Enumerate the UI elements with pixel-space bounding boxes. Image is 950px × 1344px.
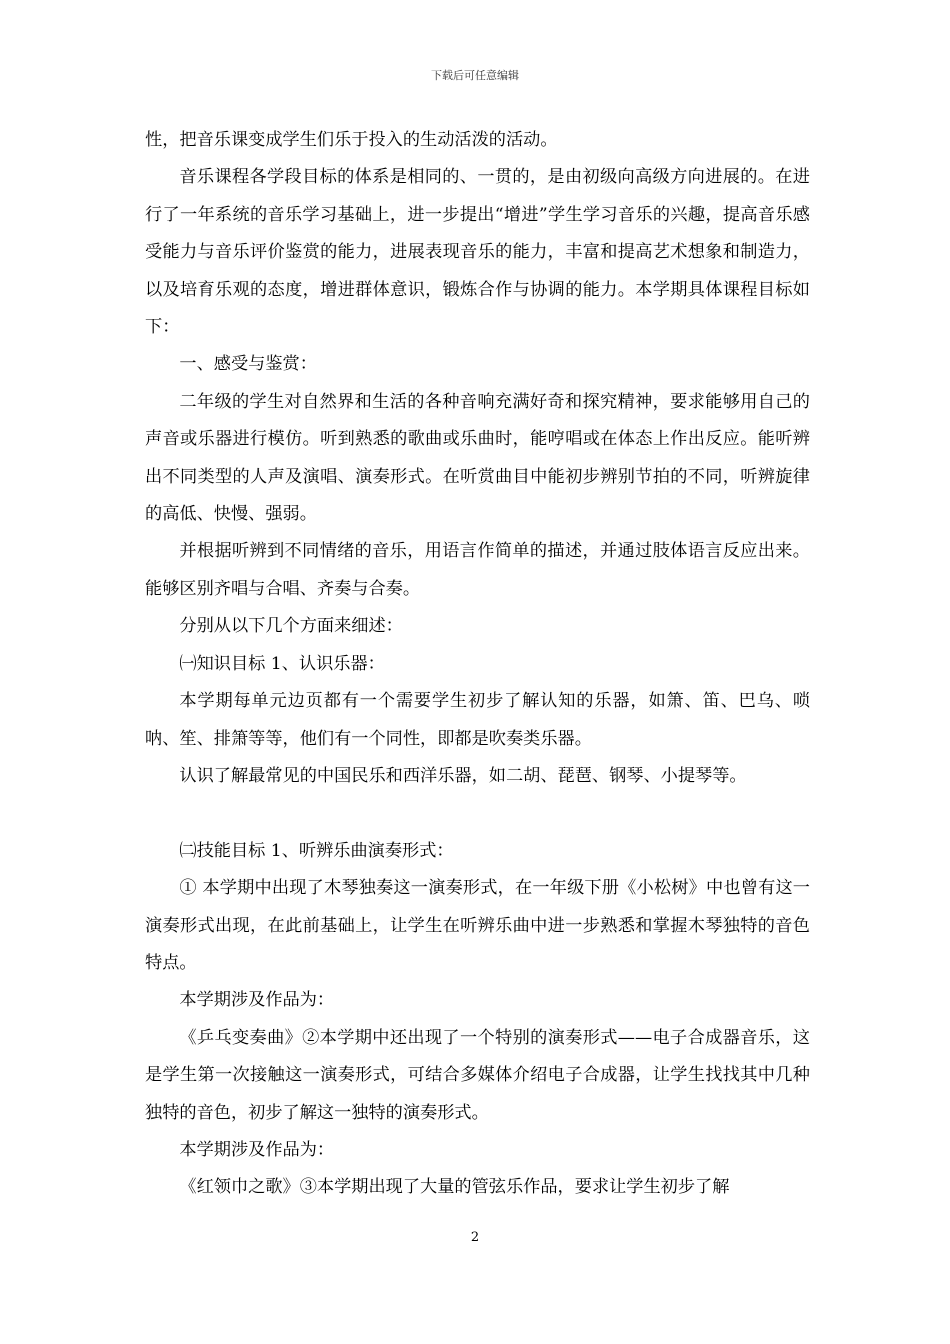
- subheading-skill-goal: ㈡技能目标 1、听辨乐曲演奏形式：: [179, 840, 454, 861]
- page-number: 2: [470, 1230, 480, 1245]
- paragraph-works-label-2: 本学期涉及作品为：: [179, 1139, 335, 1160]
- paragraph-breakdown-intro: 分别从以下几个方面来细述：: [179, 616, 403, 637]
- paragraph-listening-emotions: 并根据听辨到不同情绪的音乐，用语言作简单的描述，并通过肢体语言反应出来。能够区别齐唱与合唱、齐奏与合奏。: [145, 541, 810, 599]
- paragraph-synthesizer-music: 《乒乓变奏曲》②本学期中还出现了一个特别的演奏形式——电子合成器音乐，这是学生第一次接触这一演奏形式，可结合多媒体介绍电子合成器，让学生找找其中几种独特的音色，初步了解这一独特的演奏形式。: [145, 1027, 810, 1123]
- paragraph-works-label-1: 本学期涉及作品为：: [179, 990, 335, 1011]
- page-header: 下载后可任意编辑: [431, 69, 519, 82]
- paragraph-common-instruments: 认识了解最常见的中国民乐和西洋乐器，如二胡、琵琶、钢琴、小提琴等。: [179, 765, 747, 786]
- paragraph-orchestral-works: 《红领巾之歌》③本学期出现了大量的管弦乐作品，要求让学生初步了解: [179, 1177, 730, 1198]
- document-body: [145, 122, 810, 1207]
- paragraph-continuation: 性，把音乐课变成学生们乐于投入的生动活泼的活动。: [145, 130, 558, 150]
- paragraph-grade-two-students: 二年级的学生对自然界和生活的各种音响充满好奇和探究精神，要求能够用自己的声音或乐器进行模仿。听到熟悉的歌曲或乐曲时，能哼唱或在体态上作出反应。能听辨出不同类型的人声及演唱、演奏形式。在听赏曲目中能初步辨别节拍的不同，听辨旋律的高低、快慢、强弱。: [145, 391, 810, 525]
- paragraph-wind-instruments: 本学期每单元边页都有一个需要学生初步了解认知的乐器，如箫、笛、巴乌、唢呐、笙、排箫等等，他们有一个同性，即都是吹奏类乐器。: [145, 691, 810, 749]
- section-heading-appreciation: 一、感受与鉴赏：: [179, 354, 317, 375]
- paragraph-xylophone-solo: ① 本学期中出现了木琴独奏这一演奏形式，在一年级下册《小松树》中也曾有这一演奏形式出现，在此前基础上，让学生在听辨乐曲中进一步熟悉和掌握木琴独特的音色特点。: [145, 878, 810, 973]
- blank-line: [145, 795, 810, 832]
- subheading-knowledge-goal: ㈠知识目标 1、认识乐器：: [179, 653, 385, 674]
- paragraph-course-goals: 音乐课程各学段目标的体系是相同的、一贯的，是由初级向高级方向进展的。在进行了一年系统的音乐学习基础上，进一步提出“增进”学生学习音乐的兴趣，提高音乐感受能力与音乐评价鉴赏的能力，进展表现音乐的能力，丰富和提高艺术想象和制造力，以及培育乐观的态度，增进群体意识，锻炼合作与协调的能力。本学期具体课程目标如下：: [145, 167, 810, 338]
